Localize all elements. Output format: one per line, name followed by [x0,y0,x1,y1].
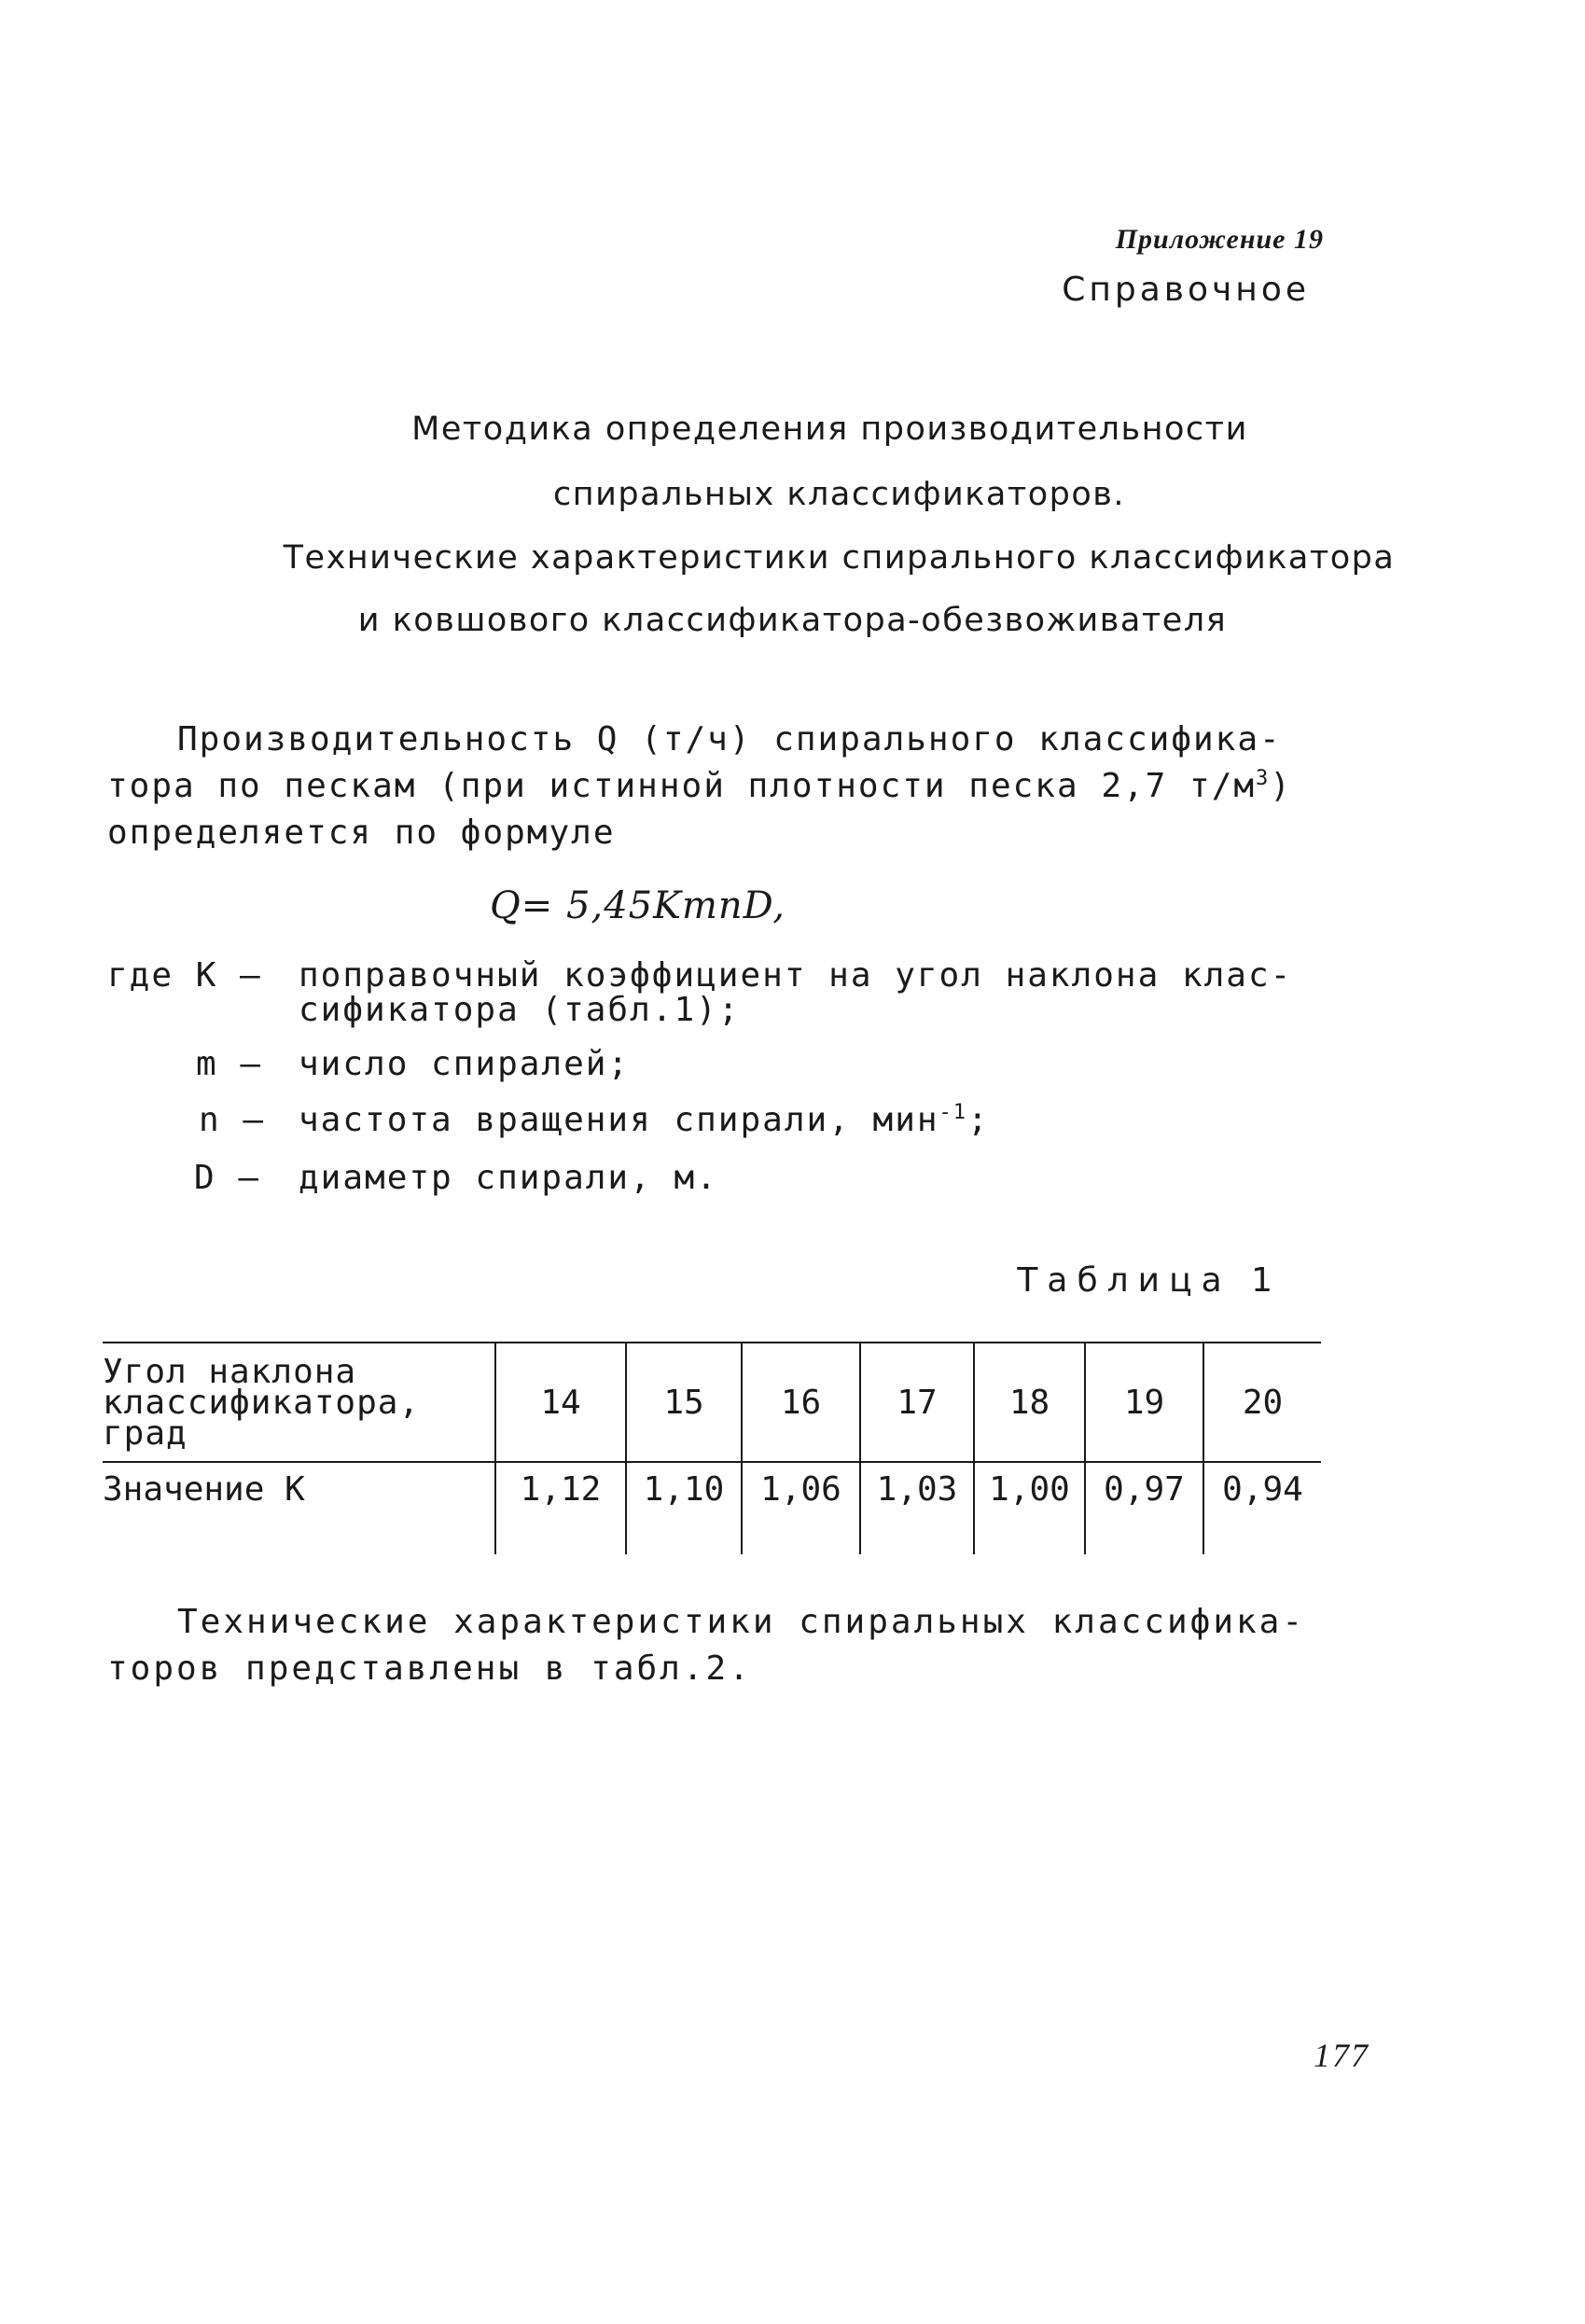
definition-term-n: n – [199,1101,266,1139]
table-angle-cell: 20 [1203,1343,1321,1462]
table-header-label-line-1: Угол наклона [103,1352,357,1391]
intro-line-1: Производительность Q (т/ч) спирального классифика- [177,720,1282,758]
table-angle-cell: 17 [860,1343,974,1462]
table-angle-cell: 18 [974,1343,1085,1462]
appendix-label: Приложение 19 [1115,224,1324,255]
table-value-cell: 1,12 [495,1462,626,1554]
definition-text-d: диаметр спирали, м. [299,1159,718,1197]
definition-text-n-main: частота вращения спирали, мин [299,1101,939,1139]
title-line-1: Методика определения производительности [411,411,1248,448]
table-value-cell: 0,94 [1203,1462,1321,1554]
correction-coefficient-table [103,1342,1321,1554]
definition-text-k: поправочный коэффициент на угол наклона клас- [299,956,1293,995]
table-row-label: Значение К [103,1470,305,1509]
definition-text-n [299,1101,990,1139]
table-header-label-line-3: град [103,1413,188,1453]
definition-text-n-tail: ; [967,1101,990,1139]
table-value-cell: 1,06 [742,1462,860,1554]
table-values-row [103,1462,1321,1554]
table-angle-cell: 14 [495,1343,626,1462]
table-angle-cell: 16 [742,1343,860,1462]
table-header-label [103,1343,495,1462]
intro-line-3: определяется по формуле [107,814,616,852]
outro-line-2: торов представлены в табл.2. [107,1649,752,1688]
definition-text-m: число спиралей; [299,1045,631,1083]
definition-term-d: D – [194,1159,261,1197]
intro-line-2-tail: ) [1270,767,1292,805]
definition-term-m: m – [196,1045,263,1083]
title-line-4: и ковшового классификатора-обезвоживателя [357,602,1228,639]
definition-text-k-continued: сификатора (табл.1); [299,991,741,1029]
intro-line-2-text: тора по пескам (при истинной плотности песка 2,7 т/м [107,767,1257,805]
table-value-cell: 1,03 [860,1462,974,1554]
title-line-2: спиральных классификаторов. [552,476,1126,513]
table-angle-cell: 15 [626,1343,742,1462]
reference-label: Справочное [1062,271,1310,309]
definition-text-n-superscript: -1 [938,1101,968,1124]
table-header-label-line-2: классификатора, [103,1383,421,1422]
intro-line-2-superscript: 3 [1256,767,1271,790]
title-line-3: Технические характеристики спирального классификатора [283,539,1396,577]
table-value-cell: 0,97 [1085,1462,1203,1554]
table-header-row [103,1343,1321,1462]
formula: Q= 5,45KmnD, [490,884,786,927]
definition-term-k: где К – [107,956,262,995]
table-value-cell: 1,00 [974,1462,1085,1554]
outro-line-1: Технические характеристики спиральных классифика- [177,1603,1306,1641]
table-angle-cell: 19 [1085,1343,1203,1462]
page-number: 177 [1314,2037,1369,2074]
table-value-cell: 1,10 [626,1462,742,1554]
table-caption: Таблица 1 [1017,1261,1282,1300]
intro-line-2 [107,767,1292,805]
